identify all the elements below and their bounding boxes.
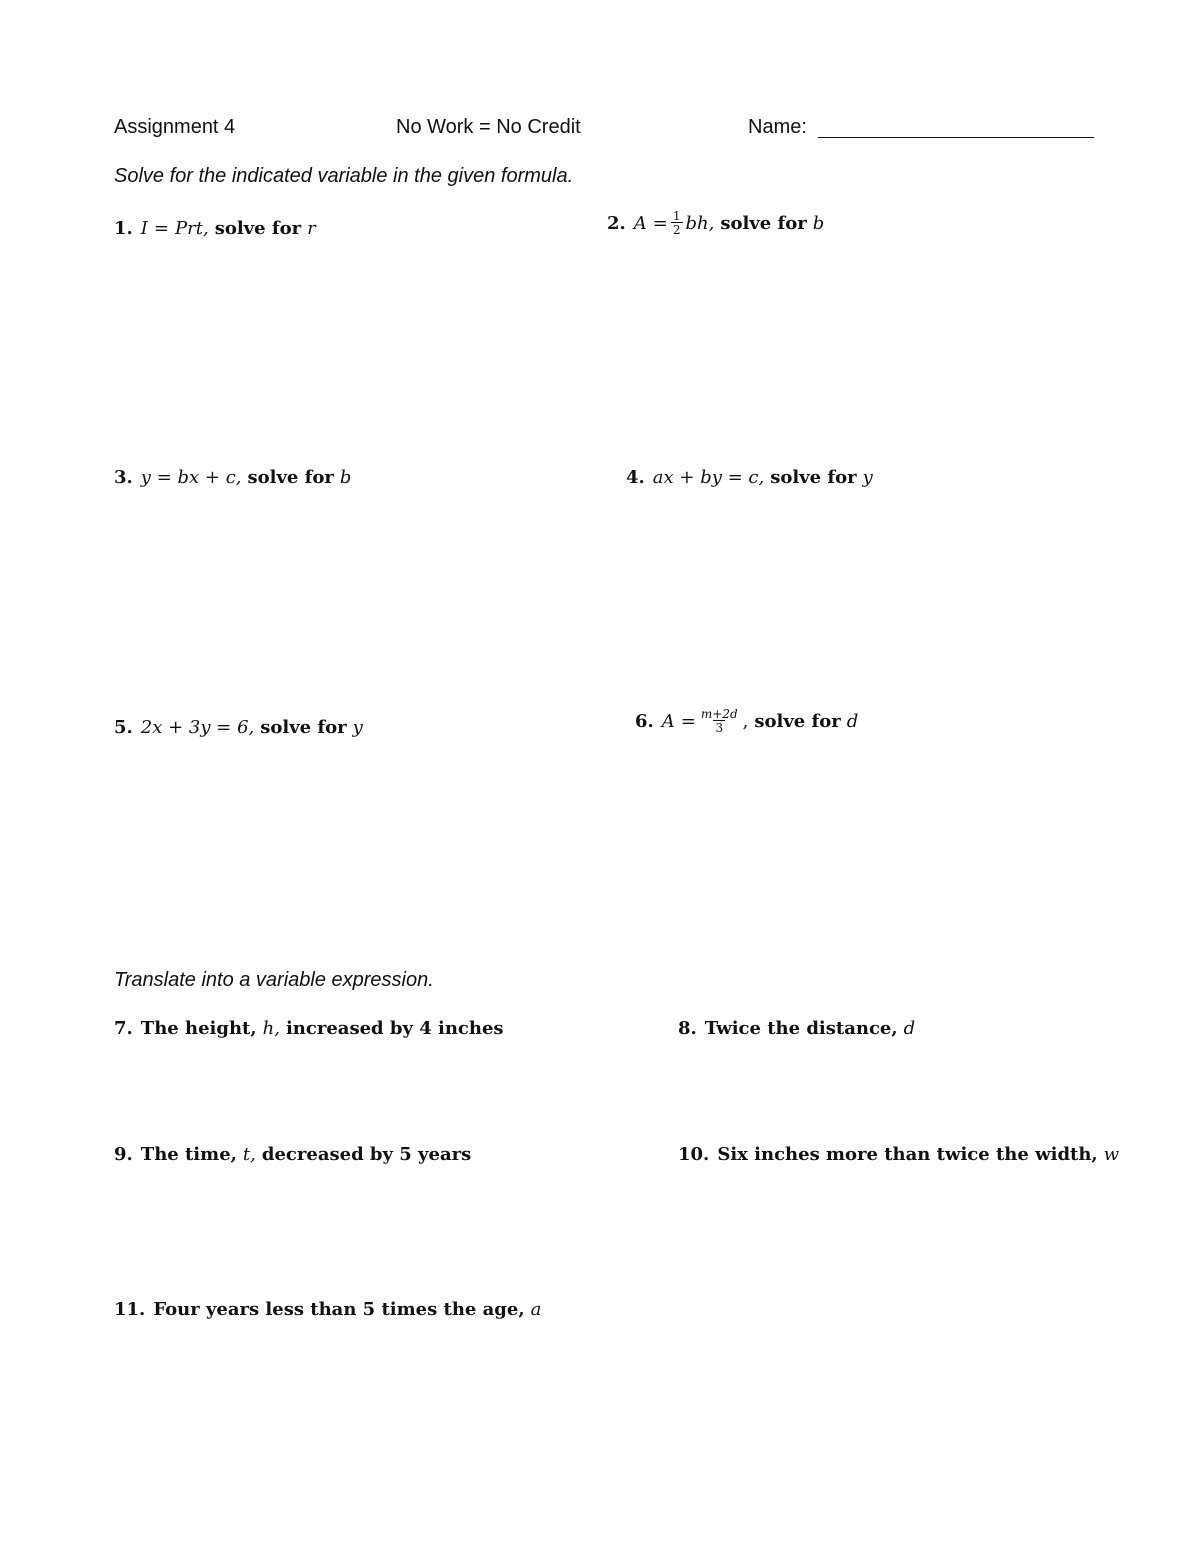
equals-sign: = bbox=[153, 218, 170, 239]
solve-for-text: solve for bbox=[260, 717, 347, 738]
math-expr: bh, bbox=[685, 212, 715, 234]
problem-text: Twice the distance, bbox=[704, 1018, 898, 1039]
problem-number: 11. bbox=[114, 1299, 146, 1320]
problem-8 bbox=[678, 1018, 915, 1039]
target-variable: h, bbox=[262, 1018, 280, 1039]
problem-5 bbox=[114, 717, 363, 738]
problem-number: 2. bbox=[607, 212, 626, 234]
target-variable: y bbox=[862, 467, 873, 488]
problem-number: 10. bbox=[678, 1144, 710, 1165]
work-policy: No Work = No Credit bbox=[396, 116, 581, 138]
target-variable: a bbox=[530, 1299, 542, 1320]
solve-instruction: Solve for the indicated variable in the given formula. bbox=[114, 165, 574, 187]
math-var: A bbox=[633, 212, 647, 234]
math-var: A bbox=[661, 710, 675, 732]
equals-sign: = bbox=[680, 710, 696, 732]
target-variable: d bbox=[846, 710, 859, 732]
problem-6 bbox=[635, 708, 858, 734]
problem-9 bbox=[114, 1144, 471, 1165]
problem-number: 9. bbox=[114, 1144, 133, 1165]
math-expr: Prt, bbox=[175, 218, 209, 239]
math-var: I bbox=[140, 218, 148, 239]
problem-2 bbox=[607, 210, 824, 236]
target-variable: w bbox=[1103, 1144, 1120, 1165]
name-label: Name: bbox=[748, 116, 807, 138]
math-expr: 2x + 3y = 6, bbox=[140, 717, 255, 738]
problem-number: 6. bbox=[635, 710, 654, 732]
equals-sign: = bbox=[652, 212, 668, 234]
problem-text: decreased by 5 years bbox=[261, 1144, 472, 1165]
target-variable: t, bbox=[242, 1144, 256, 1165]
problem-3 bbox=[114, 467, 351, 488]
fraction-denominator: 3 bbox=[715, 721, 724, 735]
target-variable: d bbox=[903, 1018, 916, 1039]
problem-number: 7. bbox=[114, 1018, 133, 1039]
problem-number: 8. bbox=[678, 1018, 697, 1039]
name-blank-line[interactable] bbox=[818, 137, 1094, 138]
problem-number: 3. bbox=[114, 467, 133, 488]
target-variable: y bbox=[352, 717, 363, 738]
problem-4 bbox=[626, 467, 873, 488]
target-variable: b bbox=[812, 212, 825, 234]
math-expr: y = bx + c, bbox=[140, 467, 242, 488]
math-expr: ax + by = c, bbox=[652, 467, 765, 488]
problem-11 bbox=[114, 1299, 541, 1320]
assignment-title: Assignment 4 bbox=[114, 116, 236, 138]
problem-number: 1. bbox=[114, 218, 133, 239]
solve-for-text: solve for bbox=[754, 710, 841, 732]
problem-text: Four years less than 5 times the age, bbox=[153, 1299, 525, 1320]
problem-7 bbox=[114, 1018, 504, 1039]
problem-text: The time, bbox=[140, 1144, 237, 1165]
fraction-one-half bbox=[671, 210, 683, 236]
fraction-numerator: 1 bbox=[672, 209, 681, 223]
fraction-denominator: 2 bbox=[672, 223, 681, 237]
solve-for-text: solve for bbox=[214, 218, 302, 239]
solve-for-text: solve for bbox=[770, 467, 857, 488]
problem-text: The height, bbox=[140, 1018, 257, 1039]
problem-text: Six inches more than twice the width, bbox=[717, 1144, 1098, 1165]
target-variable: b bbox=[339, 467, 352, 488]
problem-1 bbox=[114, 218, 316, 239]
fraction-m-plus-2d-over-3 bbox=[699, 708, 740, 734]
fraction-numerator: m+2d bbox=[700, 707, 738, 721]
solve-for-text: solve for bbox=[247, 467, 334, 488]
translate-instruction: Translate into a variable expression. bbox=[114, 969, 434, 991]
problem-number: 4. bbox=[626, 467, 645, 488]
target-variable: r bbox=[307, 218, 316, 239]
solve-for-text: solve for bbox=[720, 212, 807, 234]
problem-text: increased by 4 inches bbox=[285, 1018, 504, 1039]
problem-10 bbox=[678, 1144, 1119, 1165]
comma: , bbox=[742, 710, 749, 732]
problem-number: 5. bbox=[114, 717, 133, 738]
